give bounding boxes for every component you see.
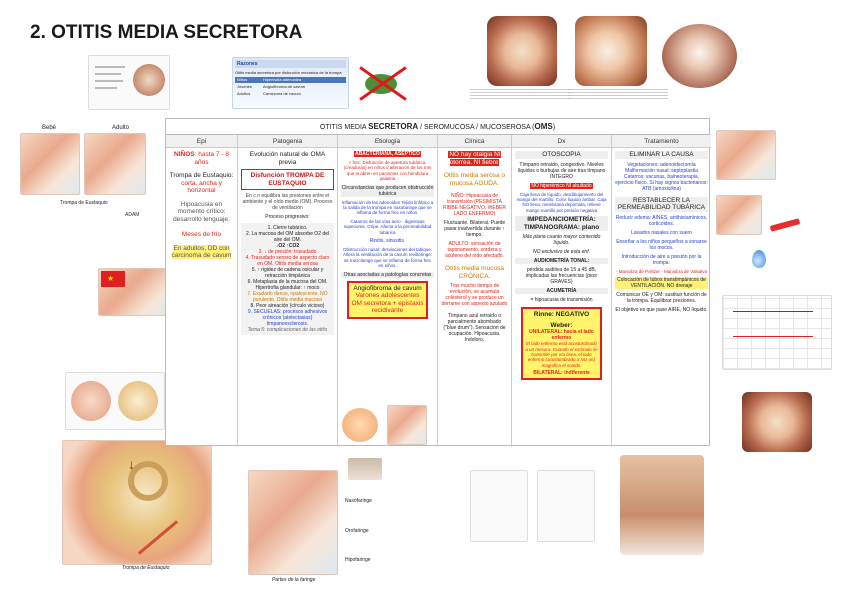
dx-perdida: pérdida auditiva de 15 a 45 dB, implicadas las frecuencias (peor GRAVES)	[525, 267, 598, 286]
epi-ninos: NIÑOS	[174, 151, 195, 158]
clin-cronica: Otitis media mucosa CRÓNICA.	[445, 265, 504, 280]
table-header-end: )	[552, 124, 556, 131]
etio-catarros: Catarros de las vías aero - digestivas superiores. Gripe. Afecta a la permeabilidad tubárica	[343, 218, 432, 235]
pato-proceso: Proceso progresivo:	[265, 214, 310, 220]
pato-step: 6. Metaplasia de la mucosa del OM. Hipertrofia glandular: ↑ moco	[247, 279, 328, 291]
ear-cross-section-image: ↓	[62, 440, 212, 565]
etio-oms: OM secretora + epistaxis recidivante	[351, 299, 424, 315]
pato-step: ↓O2 ↑CO2	[275, 243, 300, 249]
reason-label: Adultos	[237, 91, 251, 96]
drop-icon	[752, 250, 766, 268]
reason-label: Niños	[235, 77, 261, 83]
pharynx-anatomy-image	[248, 470, 338, 575]
epi-ninos-rest: : hasta 7 - 8 años	[194, 151, 229, 166]
pato-step: 8. Peor aireación (círculo vicioso)	[250, 303, 325, 309]
epi-trompa-desc: corta, ancha y horizontal	[181, 179, 222, 194]
pato-tema: Tema 5: complicaciones de las otitis	[247, 327, 328, 333]
label-bebe: Bebé	[42, 125, 57, 131]
col-dx	[512, 135, 612, 447]
dx-acum2: = hipoacusia de transmisión	[530, 297, 593, 304]
tympanic-sketch-image	[88, 55, 170, 110]
dx-weber: Weber:	[550, 321, 573, 329]
reasons-header: Razones	[235, 60, 346, 68]
reason-value: Angiofibroma de cavum	[263, 84, 306, 89]
reason-label: Jóvenes	[237, 84, 252, 89]
table-header-mid: / SEROMUCOSA / MUCOSEROSA (	[418, 124, 535, 131]
col-header-dx: Dx	[512, 135, 611, 148]
cartoon-sick-child-image	[342, 408, 378, 442]
ventilation-tube-photo	[742, 392, 812, 452]
etio-rinitis: Rinitis, sinusitis.	[369, 238, 406, 245]
dx-noexcl: NO exclusivo de esta enf.	[533, 249, 590, 256]
weber-test-photo	[620, 455, 704, 555]
col-header-tratamiento: Tratamiento	[612, 135, 711, 148]
clin-otitis: Otitis media serosa o mucosa AGUDA.	[443, 172, 506, 187]
tto-reducir: Reducir edema: AINES, antihistamínicos, corticoides.	[615, 214, 708, 227]
label-nasofaringe: Nasofaringe	[345, 498, 372, 504]
epi-adultos: En adultos, DD con carcinoma de cavum	[171, 244, 232, 259]
nasal-wash-child-image	[716, 195, 762, 235]
col-header-patogenia: Patogenia	[238, 135, 337, 148]
tuning-fork-rinne-image	[470, 470, 528, 542]
dx-otoscopia: OTOSCOPIA	[515, 151, 608, 159]
epi-meses: Meses de frío	[181, 231, 222, 238]
label-adulto: Adulto	[112, 125, 130, 131]
table-header-pre: OTITIS MEDIA	[319, 124, 369, 131]
otoscopy-photo-3	[662, 24, 737, 88]
tto-coloc: Colocación de tubos transtimpánicos de VENTILACIÓN. NO drenaje	[615, 277, 708, 289]
label-orofaringe: Orofaringe	[345, 528, 369, 534]
tto-rest: RESTABLECER LA PERMEABILIDAD TUBÁRICA	[615, 197, 708, 212]
clin-timpano: Tímpano azul retraído o parcialmente abombado ("blue drum"). Sensación de ocupación. Hipoacusia. Indoloro.	[443, 313, 506, 343]
dx-unilat: UNILATERAL: hacia el lado enfermo	[529, 329, 594, 342]
reason-value: Carcinoma de cavum	[263, 91, 301, 96]
pato-step: 4. Trasudado seroso de aspecto claro en OM. Otitis media serosa	[245, 255, 330, 267]
etio-abact: ABACTERIANA, ASÉPTICO	[355, 151, 420, 157]
pato-step: 5. ↑ rigidez de cadena osicular y retracción timpánica	[251, 267, 324, 279]
clin-adulto: ADULTO: sensación de taponamiento, sordera y acúfeno del oído afectado.	[445, 241, 504, 259]
dx-mas: Más plana cuanto mayor contenido líquido.	[522, 234, 601, 247]
dx-acumetria: ACUMETRÍA	[515, 288, 608, 294]
adult-head-anatomy-image	[84, 133, 146, 195]
tto-objetivo: El objetivo es que pase AIRE, NO líquido.	[615, 306, 708, 313]
etio-circ: Circunstancias que producen obstrucción tubárica	[341, 184, 434, 197]
label-partes-faringe: Partes de la faringe	[272, 577, 316, 583]
label-hipofaringe: Hipofaringe	[345, 557, 371, 563]
dx-imped: IMPEDANCIOMETRÍA: TIMPANOGRAMA: plano	[515, 216, 608, 231]
col-patogenia	[238, 135, 338, 447]
dx-unilat-text: El lado enfermo está acostumbrado a un mesura. Cuando el estímulo se transmite por vía ósea, el lado enfermo (acostumbrado a NO oír) magnifica el sonido.	[525, 341, 598, 368]
tto-intro: Introducción de aire a presión por la trompa:	[621, 253, 702, 266]
tto-lavados: Lavados nasales con suero	[631, 229, 692, 236]
otoscopy-caption-1	[470, 89, 570, 99]
clin-fluct: Fluctuante. Bilateral. Puede pasar inadvertida durante ↑ tiempo.	[443, 220, 506, 238]
col-tratamiento	[612, 135, 711, 447]
col-header-etiologia: Etiología	[338, 135, 437, 148]
dx-audio: AUDIOMETRÍA TONAL:	[515, 258, 608, 264]
pato-step: 9. SECUELAS: procesos adhesivos crónicos (atelectasias) timpanoesclerosis.	[247, 309, 328, 327]
etio-obst: Obstrucción nasal: desviaciones del tabique. Altera la ventilación de la cavum reviltoringe: se mezclamge que se inflama de forma frec en niños.	[342, 247, 433, 269]
dx-timpano: Tímpano retraído, congestivo. Niveles líquidos o burbujas de aire tras tímpano ÍNTEGRO	[517, 161, 606, 180]
etio-varones: Varones adolescentes	[355, 292, 420, 300]
pato-disfuncion: Disfunción TROMPA DE EUSTAQUIO	[241, 169, 334, 190]
politzer-caption	[770, 218, 801, 232]
baby-head-anatomy-image	[20, 133, 80, 195]
tto-man: - Maniobra de Politzer - Maniobra de Valsalva	[616, 268, 707, 274]
dx-caja: Caja llena de líquido. desdibujamiento del mango del martillo. Color líquido ámbar. Caja NO llena: membrana deprimida, relieve mango martillo por presión negativa	[516, 191, 607, 213]
pato-step: 2. La mucosa del OM absorbe O2 del aire del OM.	[245, 231, 330, 243]
dx-rinne: Rinne: NEGATIVO	[533, 311, 590, 319]
table-header-bold: SECRETORA	[368, 122, 419, 131]
pato-evol: Evolución natural de OMA previa	[249, 151, 326, 166]
epi-hipoacusia: Hipoacusia en momento crítico: desarrollo lenguaje.	[173, 200, 230, 223]
label-trompa-bottom: Trompa de Eustaquio	[122, 565, 170, 571]
col-clinica	[438, 135, 512, 447]
etio-frec: + frec: Disfunción de apertura tubárica, (creaduras) en niños // alteración de los mm que la abren en pacientes con hendidura palatina	[343, 160, 432, 182]
pato-step: 1. Cierre tubárico.	[267, 225, 308, 231]
audiogram-chart-image	[722, 295, 832, 370]
col-etiologia	[338, 135, 438, 447]
clin-nohay: NO hay otalgia NI otorrea. NI fiebre	[449, 151, 501, 166]
otoscopy-photo-1	[487, 16, 557, 86]
dx-bilat: BILATERAL: indiferente	[533, 370, 590, 377]
reasons-panel	[232, 57, 349, 109]
tto-ensenar: Enseñar a los niños pequeños a sonarse los mocos.	[616, 238, 707, 251]
oms-table	[165, 118, 710, 446]
politzer-maneuver-image	[716, 130, 776, 180]
sinus-anatomy-image	[387, 405, 427, 445]
label-trompa: Trompa de Eustaquio	[60, 200, 108, 206]
tto-comunicar: Comunicar OE y OM: sustituir función de la trompa. Equilibrar presiones.	[616, 291, 707, 304]
pato-text1: En c.n equilibra las presiones entre el ambiente y el oído medio (OM). Proceso de ventilación	[242, 193, 333, 211]
etio-angio: Angiofibroma de cavum	[353, 284, 422, 292]
epi-trompa: Trompa de Eustaquio:	[169, 172, 234, 179]
middle-ear-sketch-image	[65, 372, 165, 430]
reason-value: Hipertrofia adenoidea	[261, 77, 346, 83]
tto-veg: Vegetaciones: adenoidectomía Malformación nasal: septoplastia Catarros: vacunas, balneoterapia, ejercicio físico. Si hay signos bacterianos: ATB (amoxicilina)	[615, 161, 708, 192]
pato-step: 3. ↓ de presión: trasudado	[258, 249, 317, 255]
tuning-fork-weber-image	[537, 470, 595, 542]
label-adam: ADAM	[125, 212, 140, 218]
dx-nohiper: NO hiperémico NI abultado	[531, 182, 592, 189]
col-header-epi: Epi	[166, 135, 237, 148]
reasons-line: Otitis media secretora por disfunción mecánica de la trompa	[235, 70, 342, 75]
tto-elim: ELIMINAR LA CAUSA	[615, 151, 708, 159]
clin-ninos: NIÑO: Hipoacusia de transmisión (PESIMISTA RIBBE NEGATIVO, WEBER LADO ENFERMO)	[443, 193, 506, 217]
col-epi	[166, 135, 238, 447]
table-header	[166, 119, 709, 135]
otoscopy-photo-2	[575, 16, 647, 86]
otoscopy-caption-2	[568, 89, 668, 99]
etio-inflam: Inflamación de las adenoides Tejido linfático a la salida de la trompa en nasofaringe que se inflama de forma frec en niños.	[341, 199, 434, 216]
page-title: 2. OTITIS MEDIA SECRETORA	[30, 22, 303, 43]
patient-photo	[348, 458, 382, 480]
etio-otras: Otras asociadas a patologías concretas	[341, 272, 434, 278]
nasopharynx-anatomy-image: ★	[98, 268, 178, 316]
clin-tras: Tras mucho tiempo de evolución, se acumula colesterol y se produce un derrame con aspecto azulado	[441, 283, 508, 307]
no-bacteria-image	[355, 62, 410, 107]
table-header-oms: OMS	[534, 122, 553, 131]
pato-step: 7. Exudado denso, opalescente. NO purulento. Otitis media mucosa	[247, 291, 328, 303]
col-header-clinica: Clínica	[438, 135, 511, 148]
